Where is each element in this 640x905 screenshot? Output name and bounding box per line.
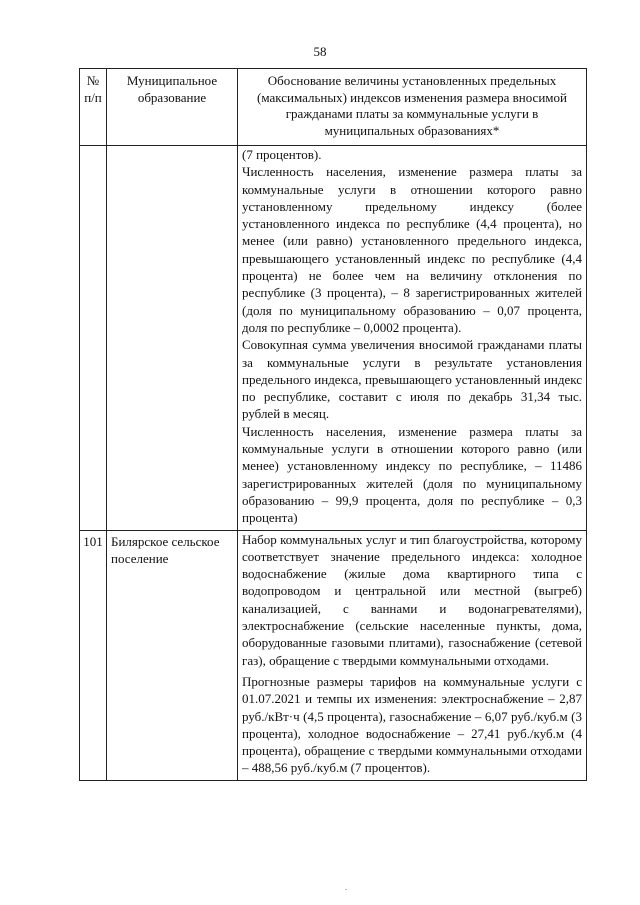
table-row [80, 530, 587, 780]
table-row [80, 146, 587, 531]
justification-paragraph: (7 процентов). [242, 147, 322, 162]
row-justification [238, 530, 587, 780]
header-justification: Обоснование величины установленных предельных (максимальных) индексов изменения размера вносимой гражданами платы за коммунальные услуги в муниципальных образованиях* [238, 69, 587, 146]
justification-paragraph: Численность населения, изменение размера платы за коммунальные услуги в отношении которого равно (или менее) установленному индексу по республике, – 11486 зарегистрированных жителей (доля по муниципальному образованию – 99,9 процента, доля по республике – 0,3 процента) [242, 423, 582, 526]
justification-paragraph: Численность населения, изменение размера платы за коммунальные услуги в отношении которого равно установленному предельному индексу (более установленного индекса по республике (4,4 процента), но менее (или равно) установленного предельного индекса, превышающего установленный индекс по республике (4,4 процента) не более чем на величину отклонения по республике (3 процента), – 8 зарегистрированных жителей (доля по муниципальному образованию – 0,07 процента, доля по республике – 0,0002 процента). [242, 164, 582, 335]
scan-mark: . [345, 883, 347, 892]
row-justification [238, 146, 587, 531]
row-municipality: Билярское сельское поселение [107, 530, 238, 780]
justification-paragraph: Набор коммунальных услуг и тип благоустройства, которому соответствует значение предельного индекса: холодное водоснабжение (жилые дома квартирного типа с водопроводом и центральной или местной (выгреб) канализацией, с ваннами и водонагревателями), электроснабжение (сельские населенные пункты, дома, оборудованные газовыми плитами), газоснабжение (сетевой газ), обращение с твердыми коммунальными отходами. [242, 531, 582, 668]
row-municipality [107, 146, 238, 531]
header-number: № п/п [80, 69, 107, 146]
justification-paragraph: Прогнозные размеры тарифов на коммунальные услуги с 01.07.2021 и темпы их изменения: электроснабжение – 2,87 руб./кВт·ч (4,5 процента), газоснабжение – 6,07 руб./куб.м (3 процента), холодное водоснабжение – 27,41 руб./куб.м (4 процента), обращение с твердыми коммунальными отходами – 488,56 руб./куб.м (7 процентов). [242, 673, 582, 776]
justification-paragraph: Совокупная сумма увеличения вносимой гражданами платы за коммунальные услуги в результате установления предельного индекса, превышающего установленный индекс по республике, составит с июля по декабрь 31,34 тыс. рублей в месяц. [242, 337, 582, 422]
header-municipality: Муниципальное образование [107, 69, 238, 146]
page-number: 58 [313, 44, 327, 59]
tariff-index-table [79, 68, 587, 781]
row-number: 101 [80, 530, 107, 780]
table-header-row [80, 69, 587, 146]
row-number [80, 146, 107, 531]
